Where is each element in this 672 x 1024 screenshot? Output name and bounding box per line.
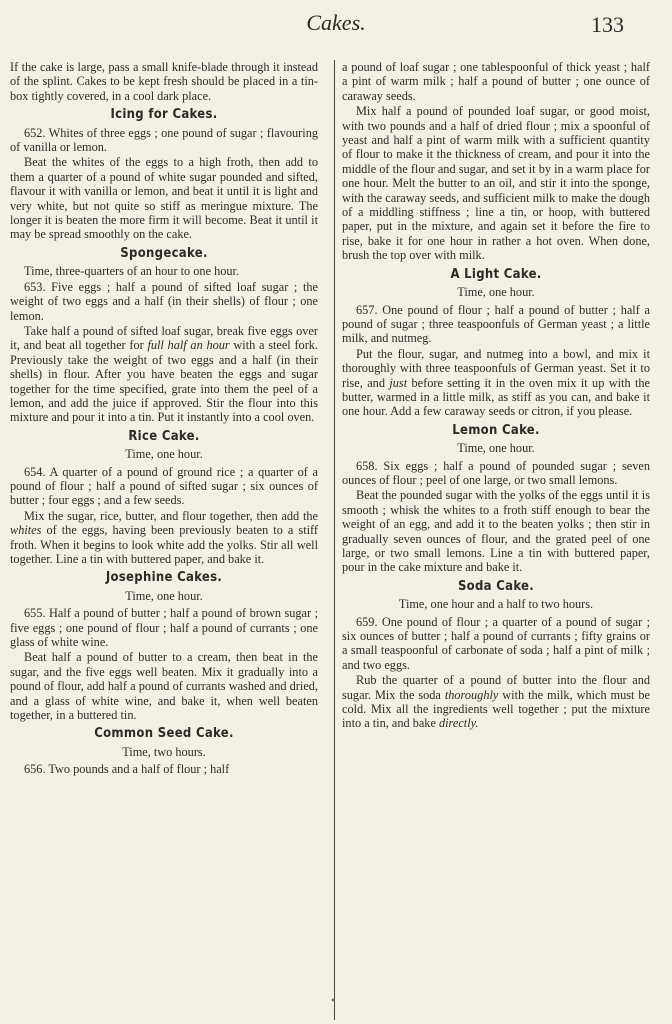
text-run: with the milk, which must be cold. Mix all the ingredients well together ; put the mixture into a tin, and bake	[342, 687, 651, 731]
ingredients: 654. A quarter of a pound of ground rice ; a quarter of a pound of flour ; half a pound of sifted sugar ; six ounces of butter ; four eggs ; and a few seeds.	[10, 464, 318, 508]
page-header	[0, 10, 672, 40]
column-divider	[334, 60, 335, 1020]
recipe-heading: Lemon Cake.	[452, 422, 540, 438]
cooking-time: Time, one hour.	[457, 285, 535, 300]
cooking-time: Time, one hour.	[125, 447, 203, 462]
cooking-time: Time, one hour.	[457, 441, 535, 456]
emphasis: thoroughly	[444, 687, 499, 702]
ingredients: 658. Six eggs ; half a pound of pounded sugar ; seven ounces of flour ; peel of one large, or two small lemons.	[342, 458, 650, 487]
right-column	[342, 60, 650, 732]
cooking-time: Time, one hour.	[125, 588, 203, 603]
text-run: Rub the quarter of a pound of butter into the flour and sugar. Mix the soda	[342, 673, 650, 702]
method	[10, 509, 318, 567]
ingredients: 655. Half a pound of butter ; half a pound of brown sugar ; five eggs ; one pound of flour ; half a pound of currants ; one glass of white wine.	[10, 606, 318, 650]
text-run: Take half a pound of sifted loaf sugar, break five eggs over it, and beat all together for	[10, 323, 318, 353]
text-run: with a steel fork. Previously take the weight of two eggs and a half (in their shells) in flour. After you have beaten the eggs and sugar together for the time specified, grate into them the peel of a lemon, and add the juice if approved. Stir the flour into this mixture and pour it into a tin. Put it instantly into a cool oven.	[10, 338, 319, 425]
text-run: of the eggs, having been previously beaten to a stiff froth. When it begins to look white add the yolks. Stir all well together. Line a tin with buttered paper, and bake it.	[10, 523, 318, 566]
text-run: Put the flour, sugar, and nutmeg into a bowl, and mix it thoroughly with three teaspoonfuls of German yeast. Set it to rise, and	[342, 346, 650, 390]
emphasis: just	[389, 375, 408, 390]
ingredients: 657. One pound of flour ; half a pound of butter ; half a pound of sugar ; three teaspoonfuls of German yeast ; a little milk, and nutmeg.	[342, 302, 650, 346]
recipe-heading: Spongecake.	[120, 245, 208, 261]
cooking-time: Time, three-quarters of an hour to one hour.	[24, 264, 240, 279]
recipe-heading: Rice Cake.	[128, 428, 200, 444]
method	[342, 673, 650, 731]
emphasis: directly.	[438, 716, 479, 731]
recipe-heading: Icing for Cakes.	[110, 107, 218, 123]
ingredients: 652. Whites of three eggs ; one pound of sugar ; flavouring of vanilla or lemon.	[10, 125, 318, 155]
text-run: before setting it in the oven mix it up with the butter, warmed in a little milk, as stiff as you can, and bake it one hour. Add a few caraway seeds or citron, if you please.	[342, 375, 651, 419]
emphasis: full half an hour	[147, 338, 230, 353]
text-run: Mix the sugar, rice, butter, and flour together, then add the	[24, 508, 318, 523]
page-title: Cakes.	[306, 10, 366, 35]
ingredients: 659. One pound of flour ; a quarter of a pound of sugar ; six ounces of butter ; half a pound of currants ; fifty grains or a small teaspoonful of carbonate of soda ; half a pint of milk ; and two eggs.	[342, 614, 650, 672]
recipe-heading: Soda Cake.	[457, 578, 535, 594]
method: Beat the whites of the eggs to a high froth, then add to them a quarter of a pound of white sugar pounded and sifted, flavour it with vanilla or lemon, and beat it until it is light and very white, but not quite so stiff as meringue mixture. The longer it is beaten the more firm it will become. Beat it until it may be spread smoothly on the cake.	[10, 155, 318, 242]
method: Beat the pounded sugar with the yolks of the eggs until it is smooth ; whisk the whites to a froth stiff enough to bear the weight of an egg, and add it to the beaten yolks ; then stir in gradually seven ounces of flour, and the grated peel of one large, or two small lemons. Line a tin with buttered paper, pour in the cake mixture and bake it.	[342, 488, 650, 575]
method: Mix half a pound of pounded loaf sugar, or good moist, with two pounds and a half of dried flour ; mix a spoonful of yeast and half a pint of warm milk with a sufficient quantity of flour to make it the thickness of cream, and pour it into the middle of the flour and sugar, and set it by in a warm place for one hour. Melt the butter to an oil, and stir it into the sponge, with the caraway seeds, and sufficient milk to make the dough of a middling stiffness ; line a tin, or hoop, with buttered paper, put in the mixture, and again set it before the fire to rise, bake it for one hour in rather a hot oven. When done, brush the top over with milk.	[342, 104, 650, 263]
ingredients: 656. Two pounds and a half of flour ; half	[24, 762, 230, 777]
ingredients: a pound of loaf sugar ; one tablespoonful of thick yeast ; half a pint of warm milk ; half a pound of butter ; one ounce of caraway seeds.	[342, 60, 650, 103]
left-column	[10, 60, 318, 778]
page-number: 133	[591, 12, 624, 37]
method: Beat half a pound of butter to a cream, then beat in the sugar, and the five eggs well beaten. Mix it gradually into a pound of flour, add half a pound of currants washed and dried, and a glass of white wine, and bake it, when well beaten together, in a buttered tin.	[10, 650, 318, 723]
method	[10, 324, 318, 425]
emphasis: whites	[10, 523, 42, 538]
recipe-heading: Common Seed Cake.	[94, 726, 234, 742]
recipe-heading: A Light Cake.	[450, 266, 542, 282]
ingredients: 653. Five eggs ; half a pound of sifted loaf sugar ; the weight of two eggs and a half (in their shells) of flour ; one lemon.	[10, 279, 318, 323]
cooking-time: Time, one hour and a half to two hours.	[398, 597, 594, 612]
paragraph: If the cake is large, pass a small knife-blade through it instead of the splint. Cakes to be kept fresh should be placed in a tin-box tightly covered, in a cool dark place.	[10, 60, 318, 103]
page-mark: •	[330, 996, 336, 1007]
recipe-heading: Josephine Cakes.	[105, 570, 223, 586]
cooking-time: Time, two hours.	[122, 744, 206, 759]
method	[342, 347, 650, 419]
